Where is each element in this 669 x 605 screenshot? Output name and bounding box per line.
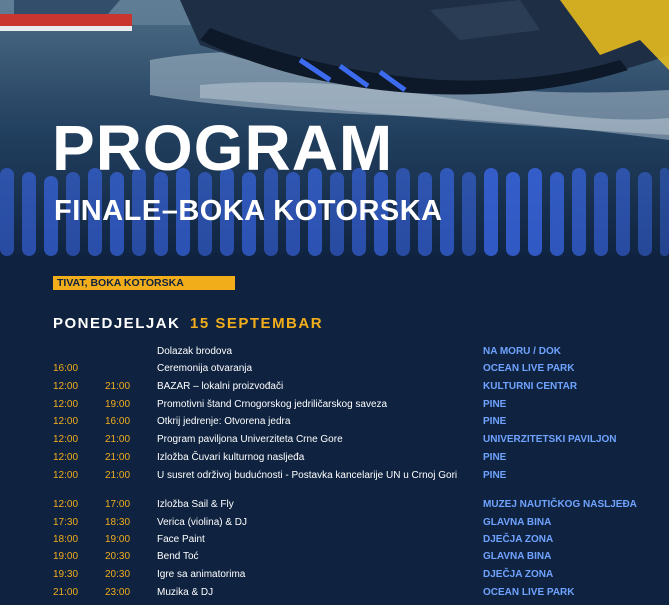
end-time: 18:30 <box>105 517 131 528</box>
start-time: 16:00 <box>53 363 79 374</box>
event-name: Muzika & DJ <box>157 587 214 598</box>
start-time: 12:00 <box>53 452 79 463</box>
venue-name: GLAVNA BINA <box>483 517 552 528</box>
schedule-row <box>0 379 669 396</box>
schedule-row <box>0 567 669 584</box>
start-time: 18:00 <box>53 534 79 545</box>
schedule-row <box>0 397 669 414</box>
end-time: 20:30 <box>105 569 131 580</box>
schedule-row <box>0 344 669 361</box>
schedule-row <box>0 532 669 549</box>
start-time: 12:00 <box>53 381 79 392</box>
schedule-row <box>0 515 669 532</box>
end-time: 21:00 <box>105 452 131 463</box>
end-time: 21:00 <box>105 434 131 445</box>
venue-name: GLAVNA BINA <box>483 551 552 562</box>
start-time: 12:00 <box>53 416 79 427</box>
venue-name: PINE <box>483 470 507 481</box>
venue-name: OCEAN LIVE PARK <box>483 587 575 598</box>
venue-name: PINE <box>483 452 507 463</box>
end-time: 20:30 <box>105 551 131 562</box>
end-time: 19:00 <box>105 399 131 410</box>
schedule-row <box>0 585 669 602</box>
event-name: Ceremonija otvaranja <box>157 363 253 374</box>
event-name: Otkrij jedrenje: Otvorena jedra <box>157 416 291 427</box>
event-name: U susret održivoj budućnosti - Postavka kancelarije UN u Crnoj Gori <box>157 470 458 481</box>
venue-name: DJEČJA ZONA <box>483 569 554 580</box>
venue-name: MUZEJ NAUTIČKOG NASLJEĐA <box>483 499 637 510</box>
schedule-row <box>0 549 669 566</box>
start-time: 19:30 <box>53 569 79 580</box>
event-name: Verica (violina) & DJ <box>157 517 248 528</box>
end-time: 21:00 <box>105 470 131 481</box>
page-title: PROGRAM <box>52 112 394 184</box>
event-name: Dolazak brodova <box>157 346 233 357</box>
start-time: 12:00 <box>53 499 79 510</box>
end-time: 19:00 <box>105 534 131 545</box>
venue-name: NA MORU / DOK <box>483 346 561 357</box>
venue-name: DJEČJA ZONA <box>483 534 554 545</box>
start-time: 12:00 <box>53 399 79 410</box>
start-time: 17:30 <box>53 517 79 528</box>
schedule-row <box>0 497 669 514</box>
schedule-row <box>0 414 669 431</box>
schedule-row <box>0 468 669 498</box>
end-time: 23:00 <box>105 587 131 598</box>
event-name: Bend Toć <box>157 551 199 562</box>
start-time: 21:00 <box>53 587 79 598</box>
end-time: 16:00 <box>105 416 131 427</box>
event-name: Igre sa animatorima <box>157 569 246 580</box>
event-name: Izložba Čuvari kulturnog nasljeđa <box>157 452 305 463</box>
end-time: 21:00 <box>105 381 131 392</box>
event-name: Program paviljona Univerziteta Crne Gore <box>157 434 343 445</box>
schedule-row <box>0 361 669 378</box>
page-subtitle: FINALE–BOKA KOTORSKA <box>54 195 443 227</box>
start-time: 12:00 <box>53 470 79 481</box>
start-time: 19:00 <box>53 551 79 562</box>
schedule-row <box>0 450 669 467</box>
event-name: Promotivni štand Crnogorskog jedriličarskog saveza <box>157 399 388 410</box>
start-time: 12:00 <box>53 434 79 445</box>
venue-name: OCEAN LIVE PARK <box>483 363 575 374</box>
day-heading <box>53 315 323 333</box>
schedule-row <box>0 432 669 449</box>
distant-boat <box>0 0 132 31</box>
venue-name: KULTURNI CENTAR <box>483 381 578 392</box>
event-name: Izložba Sail & Fly <box>157 499 234 510</box>
end-time: 17:00 <box>105 499 131 510</box>
event-name: BAZAR – lokalni proizvođači <box>157 381 284 392</box>
venue-name: PINE <box>483 416 507 427</box>
day-date: 15 SEPTEMBAR <box>190 315 324 332</box>
day-name: PONEDJELJAK <box>53 315 181 332</box>
venue-name: PINE <box>483 399 507 410</box>
event-name: Face Paint <box>157 534 205 545</box>
location-badge: TIVAT, BOKA KOTORSKA <box>53 276 235 290</box>
venue-name: UNIVERZITETSKI PAVILJON <box>483 434 617 445</box>
